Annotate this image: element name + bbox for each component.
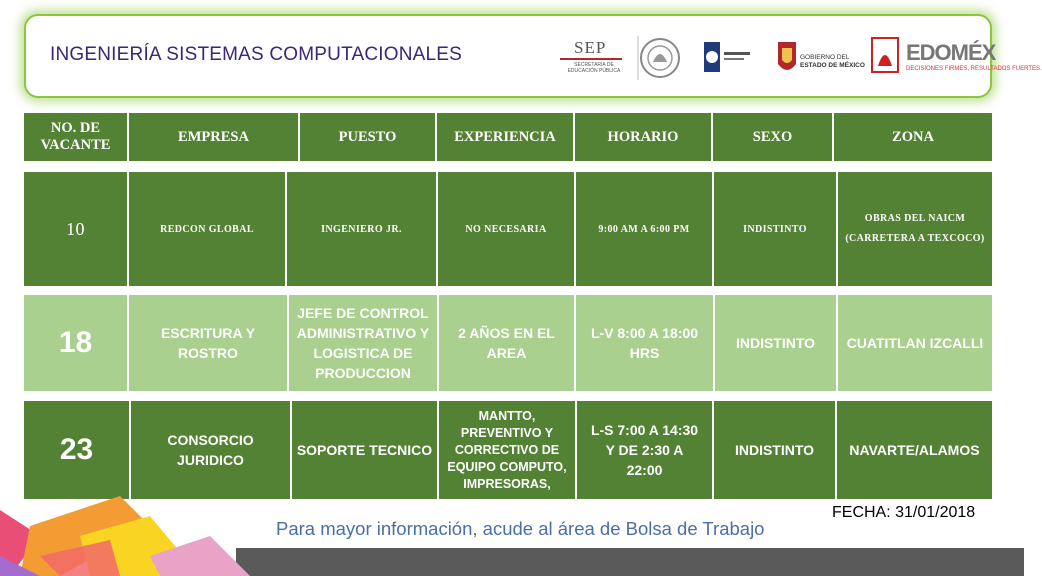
header-puesto: PUESTO [300,113,437,161]
sep-logo: SEP SECRETARÍA DE EDUCACIÓN PÚBLICA [554,32,626,84]
horario-cell: 9:00 AM A 6:00 PM [576,172,714,286]
mexico-seal-logo [638,32,682,84]
sexo-cell: INDISTINTO [714,401,837,499]
page-title: INGENIERÍA SISTEMAS COMPUTACIONALES [50,44,463,65]
experiencia-cell: 2 AÑOS EN EL AREA [439,295,576,391]
header-no-vacante: NO. DE VACANTE [24,113,129,161]
fecha-label: FECHA: 31/01/2018 [832,504,976,521]
empresa-cell: ESCRITURA Y ROSTRO [129,295,289,391]
zona-cell: OBRAS DEL NAICM (CARRETERA A TEXCOCO) [845,213,985,244]
vacante-number: 18 [24,295,129,391]
tecnm-logo [698,32,752,84]
puesto-cell: SOPORTE TECNICO [292,401,439,499]
horario-cell: L-S 7:00 A 14:30 Y DE 2:30 A 22:00 [577,401,714,499]
sexo-cell: INDISTINTO [715,295,838,391]
header-sexo: SEXO [713,113,834,161]
table-row [24,295,992,391]
vacante-number: 10 [24,172,129,286]
info-text: Para mayor información, acude al área de Bolsa de Trabajo [276,518,765,539]
puesto-cell: JEFE DE CONTROL ADMINISTRATIVO Y LOGISTICA DE PRODUCCION [289,295,439,391]
footer-bar [236,548,1024,576]
horario-cell: L-V 8:00 A 18:00 HRS [576,295,715,391]
header-zona: ZONA [892,128,934,145]
table-row [24,172,992,286]
experiencia-cell: MANTTO, PREVENTIVO Y CORRECTIVO DE EQUIPO COMPUTO, IMPRESORAS, [439,401,577,499]
empresa-cell: CONSORCIO JURIDICO [131,401,292,499]
table-row [24,401,992,499]
logo-strip [554,32,1042,84]
header-horario: HORARIO [575,113,713,161]
zona-cell: CUATITLAN IZCALLI [846,335,984,351]
gobierno-edomex-logo: GOBIERNO DEL ESTADO DE MÉXICO [776,32,858,84]
vacante-number: 23 [24,401,131,499]
empresa-cell: REDCON GLOBAL [129,172,287,286]
zona-cell: NAVARTE/ALAMOS [849,442,980,458]
header-experiencia: EXPERIENCIA [437,113,575,161]
header-card [24,14,1042,98]
sexo-cell: INDISTINTO [714,172,838,286]
puesto-cell: INGENIERO JR. [287,172,438,286]
header-empresa: EMPRESA [129,113,300,161]
table-header-row [24,113,992,161]
decorative-ribbons [0,496,250,576]
edomex-logo: EDOMÉX DECISIONES FIRMES, RESULTADOS FUERTES. [870,32,1000,84]
experiencia-cell: NO NECESARIA [438,172,576,286]
